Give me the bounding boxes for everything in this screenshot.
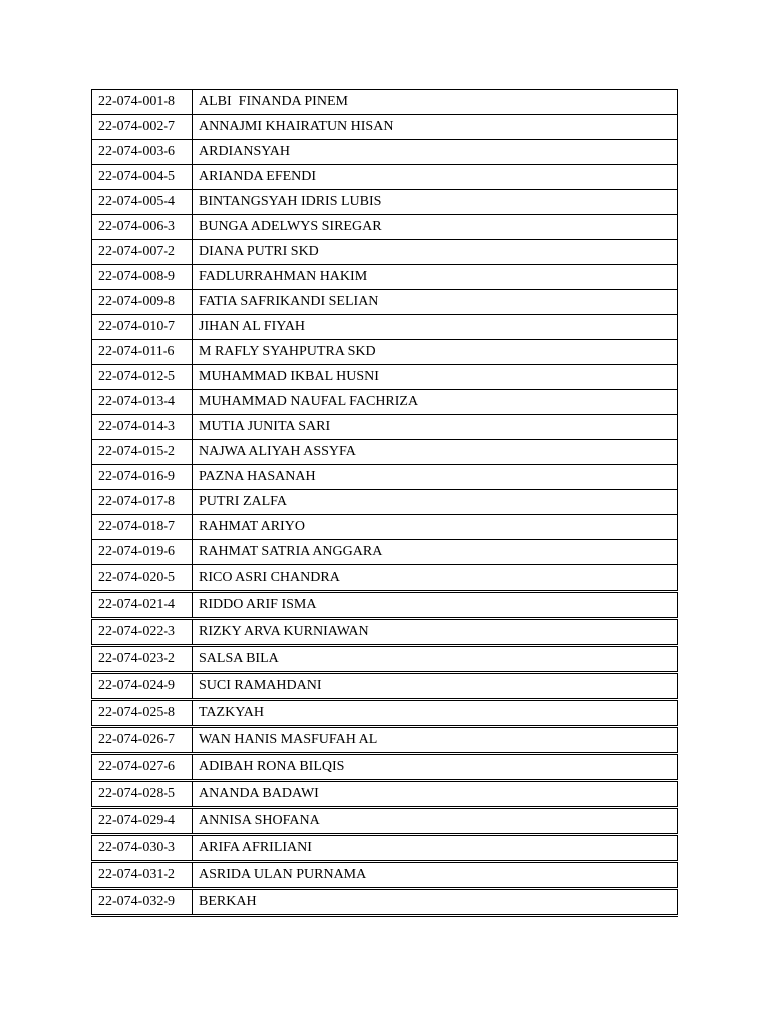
table-row	[92, 240, 678, 265]
student-name-cell: BUNGA ADELWYS SIREGAR	[193, 215, 678, 240]
table-row	[92, 215, 678, 240]
student-name-cell: PUTRI ZALFA	[193, 490, 678, 515]
student-name-cell: JIHAN AL FIYAH	[193, 315, 678, 340]
student-name-cell: DIANA PUTRI SKD	[193, 240, 678, 265]
student-code-cell: 22-074-022-3	[92, 619, 193, 646]
table-row	[92, 727, 678, 754]
table-row	[92, 190, 678, 215]
student-code-cell: 22-074-012-5	[92, 365, 193, 390]
student-name-cell: ANANDA BADAWI	[193, 781, 678, 808]
table-row	[92, 365, 678, 390]
table-row	[92, 673, 678, 700]
table-row	[92, 592, 678, 619]
student-name-cell: BINTANGSYAH IDRIS LUBIS	[193, 190, 678, 215]
student-code-cell: 22-074-015-2	[92, 440, 193, 465]
student-name-cell: BERKAH	[193, 889, 678, 916]
table-row	[92, 515, 678, 540]
student-code-cell: 22-074-017-8	[92, 490, 193, 515]
student-code-cell: 22-074-030-3	[92, 835, 193, 862]
student-name-cell: WAN HANIS MASFUFAH AL	[193, 727, 678, 754]
student-code-cell: 22-074-009-8	[92, 290, 193, 315]
student-code-cell: 22-074-020-5	[92, 565, 193, 592]
student-name-cell: ANNISA SHOFANA	[193, 808, 678, 835]
student-name-cell: RAHMAT SATRIA ANGGARA	[193, 540, 678, 565]
student-code-cell: 22-074-003-6	[92, 140, 193, 165]
student-name-cell: RIDDO ARIF ISMA	[193, 592, 678, 619]
table-row	[92, 754, 678, 781]
table-body	[92, 90, 678, 916]
student-name-cell: RICO ASRI CHANDRA	[193, 565, 678, 592]
student-code-cell: 22-074-016-9	[92, 465, 193, 490]
student-code-cell: 22-074-007-2	[92, 240, 193, 265]
student-code-cell: 22-074-025-8	[92, 700, 193, 727]
student-code-cell: 22-074-026-7	[92, 727, 193, 754]
table-row	[92, 465, 678, 490]
student-name-cell: ANNAJMI KHAIRATUN HISAN	[193, 115, 678, 140]
student-code-cell: 22-074-028-5	[92, 781, 193, 808]
student-name-cell: NAJWA ALIYAH ASSYFA	[193, 440, 678, 465]
student-code-cell: 22-074-021-4	[92, 592, 193, 619]
table-row	[92, 290, 678, 315]
table-row	[92, 315, 678, 340]
table-row	[92, 415, 678, 440]
student-name-cell: PAZNA HASANAH	[193, 465, 678, 490]
student-code-cell: 22-074-032-9	[92, 889, 193, 916]
student-code-cell: 22-074-024-9	[92, 673, 193, 700]
student-code-cell: 22-074-008-9	[92, 265, 193, 290]
table-row	[92, 90, 678, 115]
table-row	[92, 862, 678, 889]
student-name-cell: SALSA BILA	[193, 646, 678, 673]
student-name-cell: RIZKY ARVA KURNIAWAN	[193, 619, 678, 646]
student-name-cell: MUTIA JUNITA SARI	[193, 415, 678, 440]
table-row	[92, 115, 678, 140]
student-code-cell: 22-074-004-5	[92, 165, 193, 190]
student-name-cell: FADLURRAHMAN HAKIM	[193, 265, 678, 290]
table-row	[92, 619, 678, 646]
student-name-cell: ARIFA AFRILIANI	[193, 835, 678, 862]
table-row	[92, 490, 678, 515]
student-list-table	[91, 89, 678, 917]
table-row	[92, 340, 678, 365]
table-row	[92, 440, 678, 465]
table-row	[92, 140, 678, 165]
table-row	[92, 165, 678, 190]
table-row	[92, 889, 678, 916]
student-code-cell: 22-074-029-4	[92, 808, 193, 835]
table-row	[92, 781, 678, 808]
table-row	[92, 565, 678, 592]
table-row	[92, 265, 678, 290]
table-row	[92, 835, 678, 862]
student-code-cell: 22-074-031-2	[92, 862, 193, 889]
student-code-cell: 22-074-001-8	[92, 90, 193, 115]
table-row	[92, 700, 678, 727]
student-code-cell: 22-074-006-3	[92, 215, 193, 240]
student-code-cell: 22-074-014-3	[92, 415, 193, 440]
student-name-cell: ADIBAH RONA BILQIS	[193, 754, 678, 781]
student-code-cell: 22-074-002-7	[92, 115, 193, 140]
student-code-cell: 22-074-010-7	[92, 315, 193, 340]
student-name-cell: FATIA SAFRIKANDI SELIAN	[193, 290, 678, 315]
student-code-cell: 22-074-013-4	[92, 390, 193, 415]
student-code-cell: 22-074-011-6	[92, 340, 193, 365]
student-name-cell: ASRIDA ULAN PURNAMA	[193, 862, 678, 889]
student-name-cell: RAHMAT ARIYO	[193, 515, 678, 540]
student-code-cell: 22-074-018-7	[92, 515, 193, 540]
student-name-cell: ARIANDA EFENDI	[193, 165, 678, 190]
student-code-cell: 22-074-023-2	[92, 646, 193, 673]
student-code-cell: 22-074-027-6	[92, 754, 193, 781]
student-name-cell: MUHAMMAD IKBAL HUSNI	[193, 365, 678, 390]
student-name-cell: M RAFLY SYAHPUTRA SKD	[193, 340, 678, 365]
table-row	[92, 540, 678, 565]
student-code-cell: 22-074-019-6	[92, 540, 193, 565]
student-code-cell: 22-074-005-4	[92, 190, 193, 215]
student-name-cell: ARDIANSYAH	[193, 140, 678, 165]
student-name-cell: MUHAMMAD NAUFAL FACHRIZA	[193, 390, 678, 415]
student-name-cell: TAZKYAH	[193, 700, 678, 727]
student-name-cell: SUCI RAMAHDANI	[193, 673, 678, 700]
table-row	[92, 646, 678, 673]
table-row	[92, 390, 678, 415]
student-name-cell: ALBI FINANDA PINEM	[193, 90, 678, 115]
table-row	[92, 808, 678, 835]
